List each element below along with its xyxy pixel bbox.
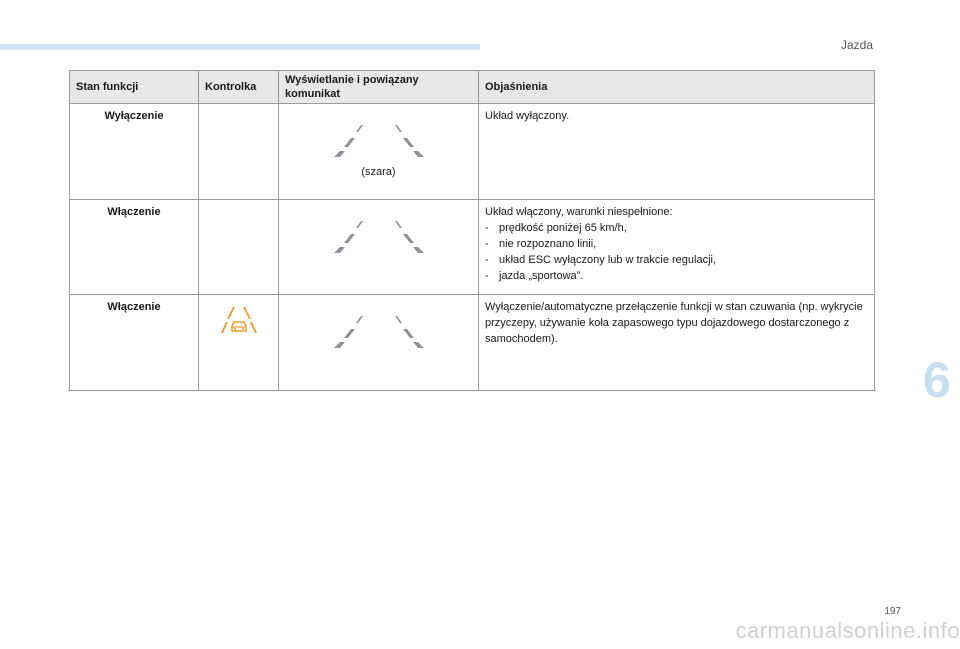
chapter-tab <box>914 330 960 430</box>
lane-markings-icon <box>331 218 427 254</box>
warning-lamp-cell <box>199 295 279 391</box>
chapter-number: 6 <box>923 352 951 408</box>
list-item: - jazda „sportowa”. <box>485 268 868 284</box>
lane-markings-icon <box>331 122 427 158</box>
explanation-text: Wyłączenie/automatyczne przełączenie funkcji w stan czuwania (np. wykrycie przyczepy, używanie koła zapasowego typu dojazdowego dostarczonego z samochodem). <box>485 301 863 345</box>
column-header-explanation: Objaśnienia <box>479 71 875 104</box>
list-item: - nie rozpoznano linii, <box>485 236 868 252</box>
list-item: - układ ESC wyłączony lub w trakcie regulacji, <box>485 252 868 268</box>
state-cell: Włączenie <box>70 200 199 295</box>
state-cell: Wyłączenie <box>70 104 199 200</box>
display-cell <box>279 104 479 200</box>
explanation-cell <box>479 295 875 391</box>
lane-markings-icon <box>331 313 427 349</box>
explanation-text: Układ włączony, warunki niespełnione: <box>485 206 673 218</box>
column-header-warning-lamp: Kontrolka <box>199 71 279 104</box>
table-row <box>70 200 875 295</box>
page-number: 197 <box>884 606 901 617</box>
table-header-row <box>70 71 875 104</box>
display-cell <box>279 295 479 391</box>
warning-lamp-cell <box>199 200 279 295</box>
warning-lamp-cell <box>199 104 279 200</box>
column-header-display: Wyświetlanie i powiązany komunikat <box>279 71 479 104</box>
display-cell <box>279 200 479 295</box>
table-row <box>70 295 875 391</box>
function-state-table <box>69 70 875 391</box>
section-title: Jazda <box>840 38 873 52</box>
state-cell: Włączenie <box>70 295 199 391</box>
list-item: - prędkość poniżej 65 km/h, <box>485 220 868 236</box>
watermark: carmanualsonline.info <box>735 618 960 643</box>
explanation-text: Układ wyłączony. <box>485 110 570 122</box>
lane-car-warning-icon <box>221 305 257 335</box>
table-row <box>70 104 875 200</box>
header-accent-bar <box>0 44 480 50</box>
display-caption: (szara) <box>361 166 396 178</box>
explanation-cell <box>479 104 875 200</box>
explanation-cell <box>479 200 875 295</box>
column-header-state: Stan funkcji <box>70 71 199 104</box>
condition-list <box>485 220 868 284</box>
